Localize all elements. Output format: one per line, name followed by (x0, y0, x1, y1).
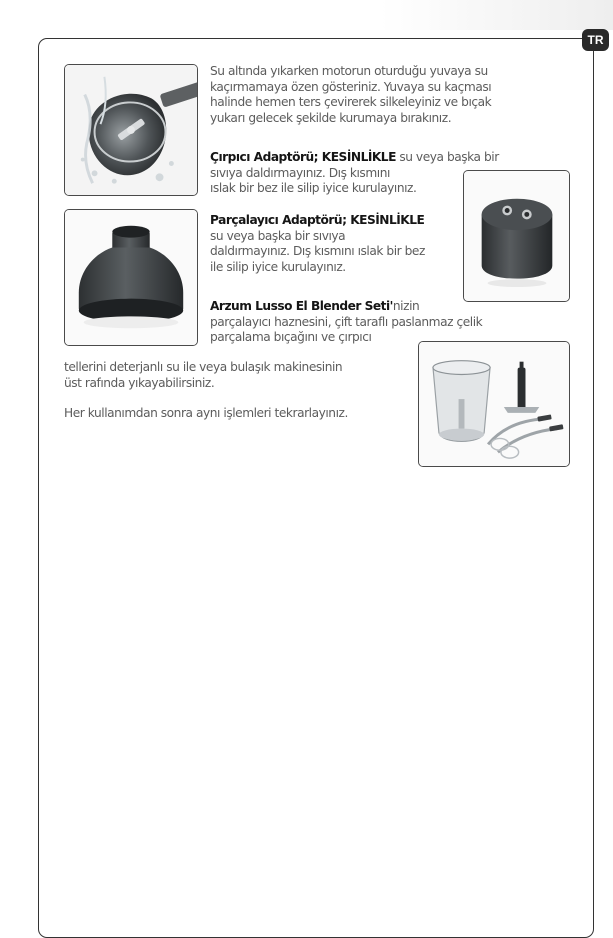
text-line: daldırmayınız. Dış kısmını ıslak bir bez (210, 244, 425, 258)
text-line (210, 213, 425, 229)
accessories-illustration (419, 342, 569, 466)
blender-set-title: Arzum Lusso El Blender Seti' (210, 299, 393, 313)
whisk-adapter-title: Çırpıcı Adaptörü; KESİNLİKLE (210, 150, 396, 164)
language-badge: TR (582, 29, 609, 51)
text-line: parçalayıcı haznesini, çift taraflı paslanmaz çelik (210, 314, 483, 329)
text-line: yukarı gelecek şekilde kurumaya bırakınız. (210, 110, 452, 125)
photo-chopper-lid (64, 209, 198, 346)
text-line (210, 150, 499, 166)
text-line: ıslak bir bez ile silip iyice kurulayınız. (210, 181, 417, 195)
text-line: üst rafında yıkayabilirsiniz. (64, 375, 215, 390)
text-line: halinde hemen ters çevirerek silkeleyiniz ve bıçak (210, 95, 492, 109)
paragraph-chopper-adapter (210, 213, 425, 275)
text-line: parçalama bıçağını ve çırpıcı (210, 330, 372, 344)
text-line: kaçırmamaya özen gösteriniz. Yuvaya su kaçması (210, 79, 492, 94)
text-line: Su altında yıkarken motorun oturduğu yuvaya su (210, 64, 488, 78)
paragraph-whisk-adapter (210, 150, 499, 197)
text-span: nizin (392, 299, 420, 313)
paragraph-blender-set (210, 299, 482, 346)
text-line (210, 299, 482, 315)
text-span: su veya başka bir (395, 150, 499, 164)
paragraph-blender-set-cont (64, 360, 342, 391)
chopper-lid-illustration (65, 210, 197, 345)
text-line: Her kullanımdan sonra aynı işlemleri tekrarlayınız. (64, 406, 348, 420)
top-shade (380, 0, 613, 30)
text-line: tellerini deterjanlı su ile veya bulaşık makinesinin (64, 360, 343, 374)
paragraph-repeat-note (64, 406, 348, 422)
paragraph-rinse-note (210, 64, 491, 126)
text-line: su veya başka bir sıvıya (210, 228, 346, 243)
text-line: ile silip iyice kurulayınız. (210, 259, 346, 274)
photo-blade-under-water (64, 64, 198, 196)
chopper-adapter-title: Parçalayıcı Adaptörü; KESİNLİKLE (210, 213, 425, 227)
text-line: sıvıya daldırmayınız. Dış kısmını (210, 165, 390, 180)
photo-accessories-set (418, 341, 570, 467)
blade-water-illustration (65, 65, 197, 195)
